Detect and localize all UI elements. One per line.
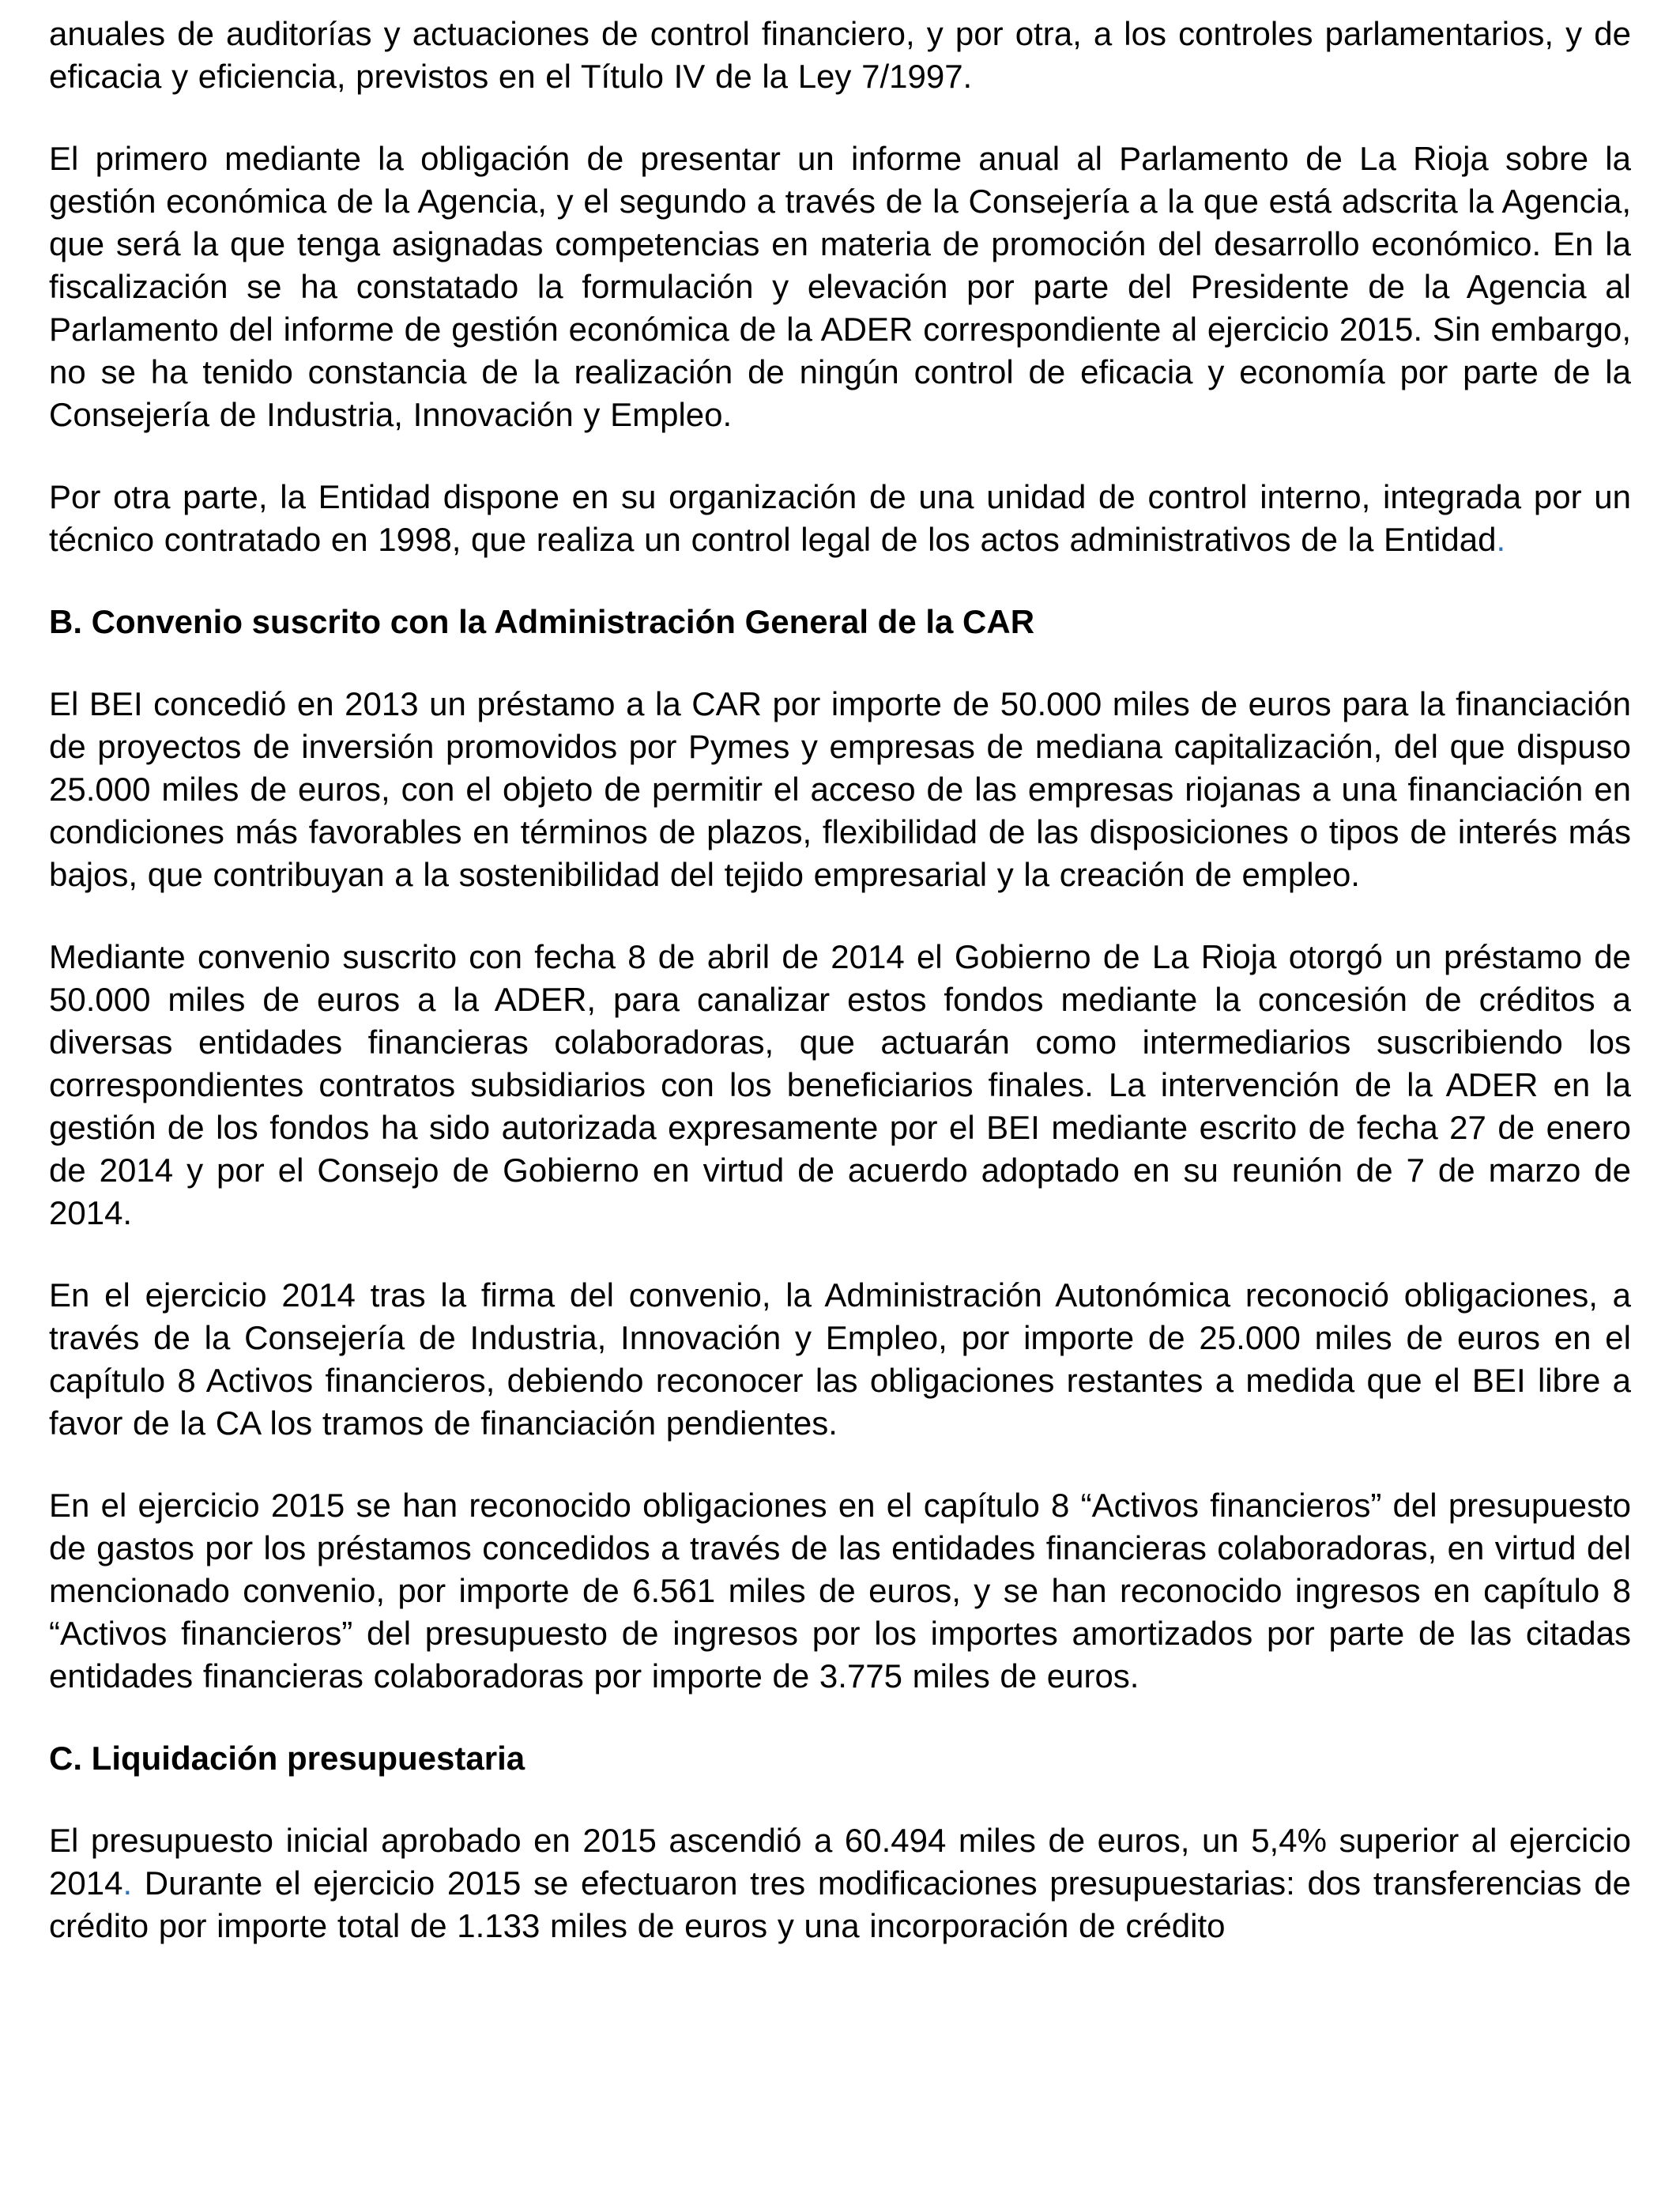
paragraph-ejercicio-2014-obligaciones: En el ejercicio 2014 tras la firma del convenio, la Administración Autonómica reconoció obligaciones, a través de la Consejería de Industria, Innovación y Empleo, por importe de 25.000 miles de euros en el capítulo 8 Activos financieros, debiendo reconocer las obligaciones restantes a medida que el BEI libre a favor de la CA los tramos de financiación pendientes. [49, 1276, 1631, 1442]
paragraph-bei-loan-2013: El BEI concedió en 2013 un préstamo a la CAR por importe de 50.000 miles de euros para la financiación de proyectos de inversión promovidos por Pymes y empresas de mediana capitalización, del que dispuso 25.000 miles de euros, con el objeto de permitir el acceso de las empresas riojanas a una financiación en condiciones más favorables en términos de plazos, flexibilidad de las disposiciones o tipos de interés más bajos, que contribuyan a la sostenibilidad del tejido empresarial y la creación de empleo. [49, 685, 1631, 893]
paragraph-audit-controls: anuales de auditorías y actuaciones de control financiero, y por otra, a los controles parlamentarios, y de eficacia y eficiencia, previstos en el Título IV de la Ley 7/1997. [49, 15, 1631, 95]
paragraph-internal-control-unit-text: Por otra parte, la Entidad dispone en su organización de una unidad de control interno, integrada por un técnico contratado en 1998, que realiza un control legal de los actos administrativos de la Entidad [49, 478, 1631, 558]
paragraph-presupuesto-inicial-2015-part2: Durante el ejercicio 2015 se efectuaron tres modificaciones presupuestarias: dos transferencias de crédito por importe total de 1.133 miles de euros y una incorporación de crédito [49, 1864, 1631, 1944]
paragraph-convenio-2014: Mediante convenio suscrito con fecha 8 de abril de 2014 el Gobierno de La Rioja otorgó un préstamo de 50.000 miles de euros a la ADER, para canalizar estos fondos mediante la concesión de créditos a diversas entidades financieras colaboradoras, que actuarán como intermediarios suscribiendo los correspondientes contratos subsidiarios con los beneficiarios finales. La intervención de la ADER en la gestión de los fondos ha sido autorizada expresamente por el BEI mediante escrito de fecha 27 de enero de 2014 y por el Consejo de Gobierno en virtud de acuerdo adoptado en su reunión de 7 de marzo de 2014. [49, 938, 1631, 1231]
section-heading-c-liquidacion: C. Liquidación presupuestaria [49, 1740, 525, 1777]
paragraph-presupuesto-inicial-2015-period: . [122, 1864, 133, 1902]
paragraph-presupuesto-inicial-2015 [49, 1819, 1631, 1947]
paragraph-presupuesto-inicial-2015-part1: El presupuesto inicial aprobado en 2015 ascendió a 60.494 miles de euros, un 5,4% superior al ejercicio 2014 [49, 1822, 1631, 1902]
paragraph-internal-control-unit-period: . [1496, 521, 1506, 558]
paragraph-annual-report-obligation: El primero mediante la obligación de presentar un informe anual al Parlamento de La Rioja sobre la gestión económica de la Agencia, y el segundo a través de la Consejería a la que está adscrita la Agencia, que será la que tenga asignadas competencias en materia de promoción del desarrollo económico. En la fiscalización se ha constatado la formulación y elevación por parte del Presidente de la Agencia al Parlamento del informe de gestión económica de la ADER correspondiente al ejercicio 2015. Sin embargo, no se ha tenido constancia de la realización de ningún control de eficacia y economía por parte de la Consejería de Industria, Innovación y Empleo. [49, 140, 1631, 433]
paragraph-ejercicio-2015-obligaciones: En el ejercicio 2015 se han reconocido obligaciones en el capítulo 8 “Activos financieros” del presupuesto de gastos por los préstamos concedidos a través de las entidades financieras colaboradoras, en virtud del mencionado convenio, por importe de 6.561 miles de euros, y se han reconocido ingresos en capítulo 8 “Activos financieros” del presupuesto de ingresos por los importes amortizados por parte de las citadas entidades financieras colaboradoras por importe de 3.775 miles de euros. [49, 1487, 1631, 1695]
paragraph-internal-control-unit [49, 476, 1631, 561]
section-heading-b-convenio: B. Convenio suscrito con la Administración General de la CAR [49, 603, 1035, 640]
